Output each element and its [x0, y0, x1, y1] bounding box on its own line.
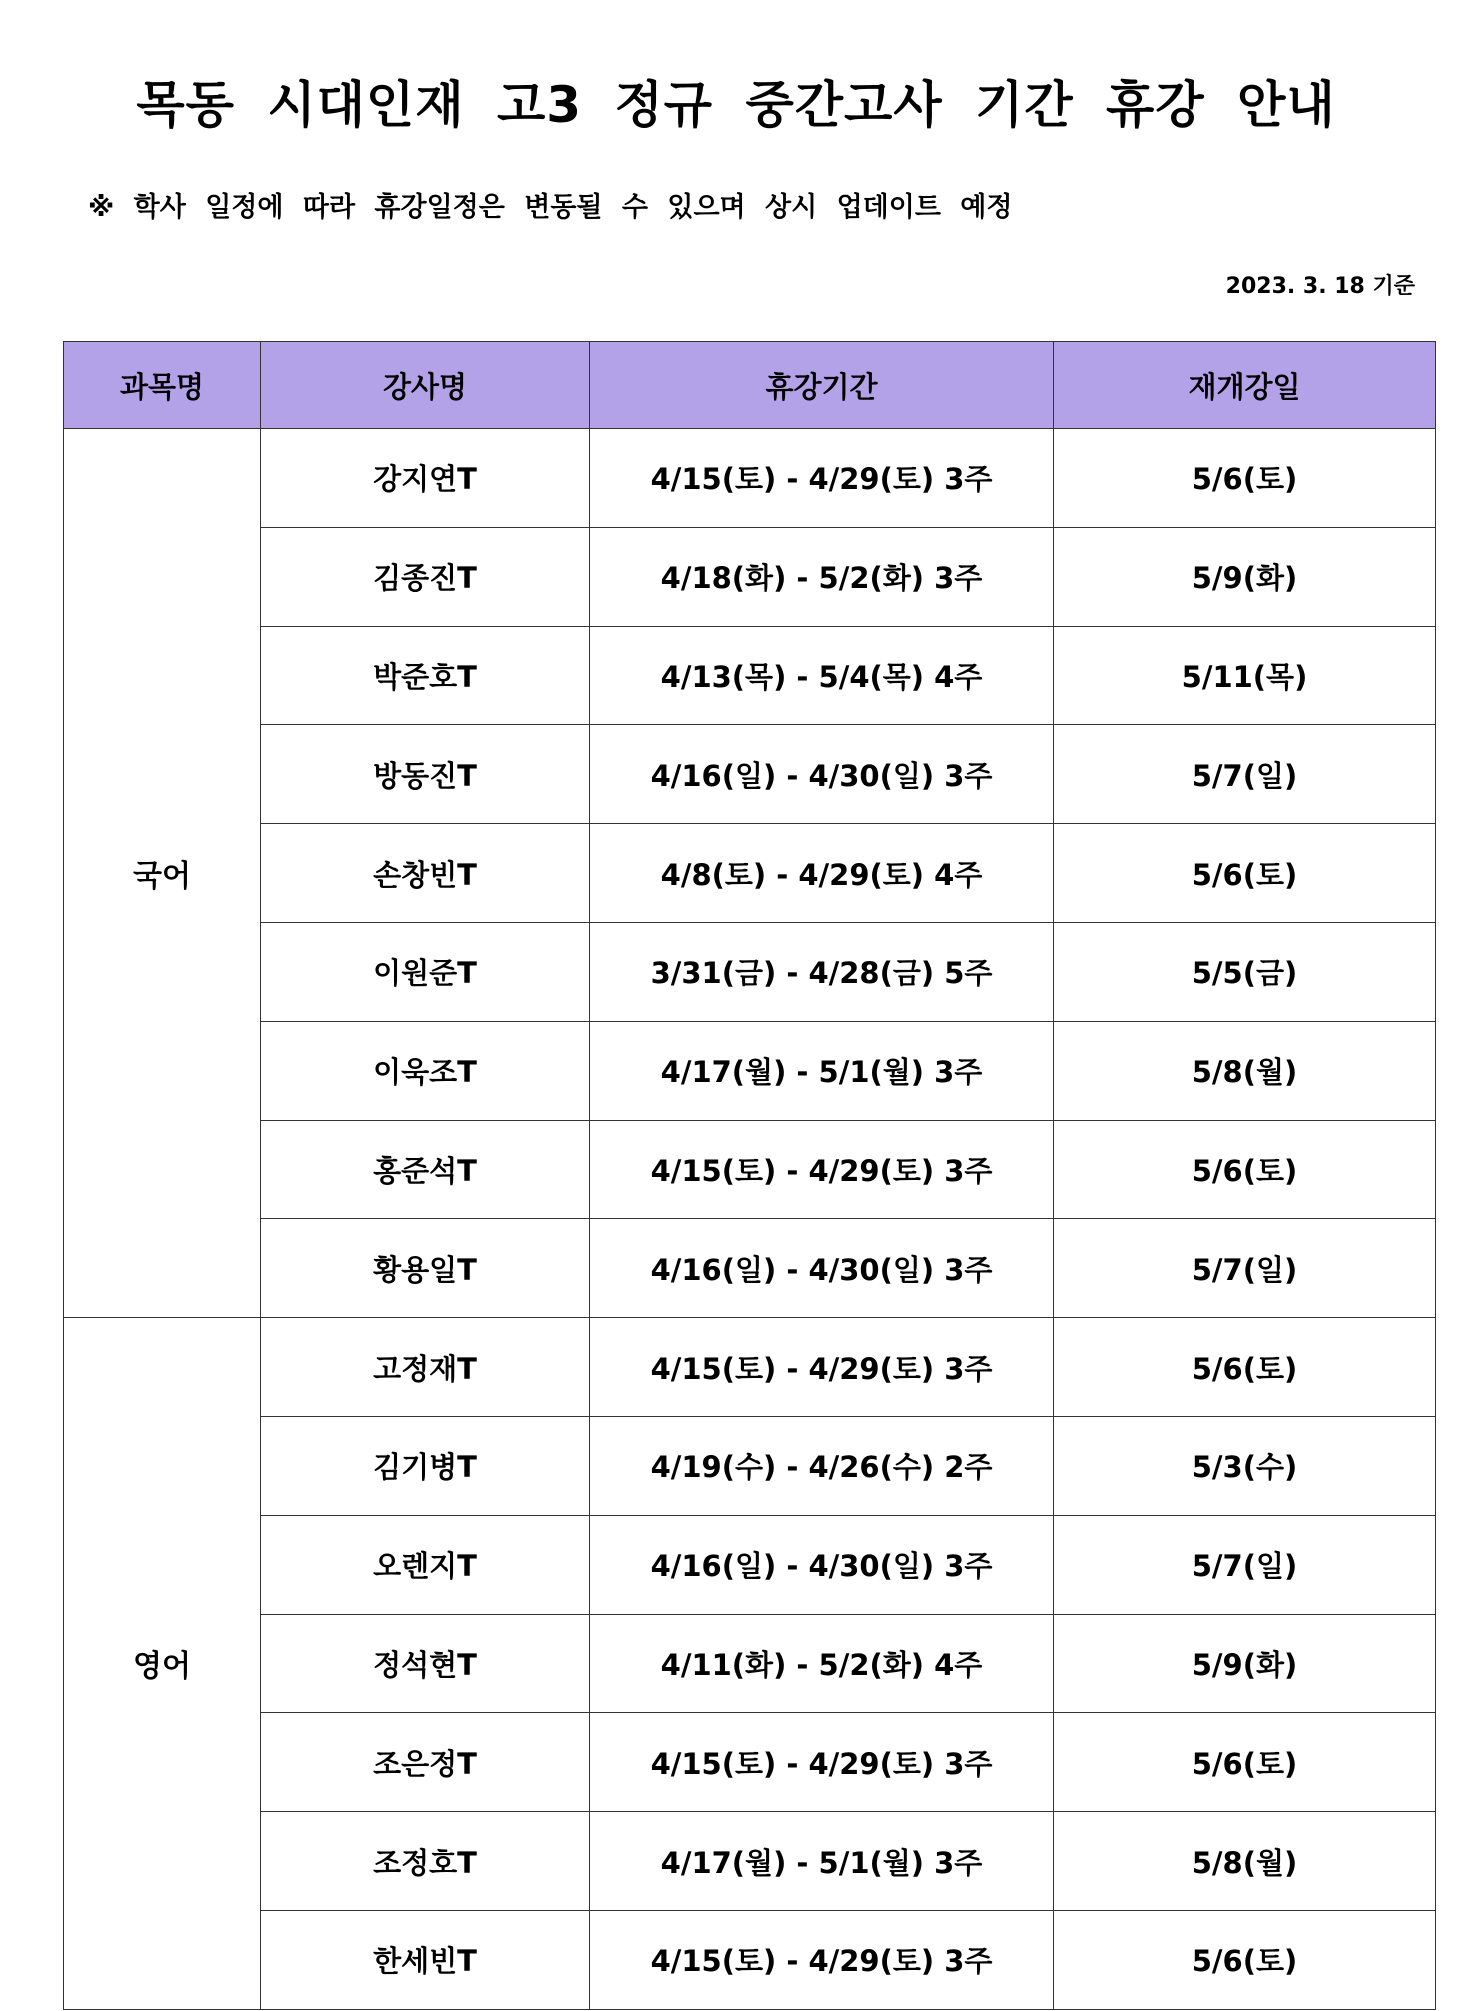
header-period: 휴강기간	[590, 342, 1054, 429]
cancellation-period-cell: 4/18(화) - 5/2(화) 3주	[590, 527, 1054, 626]
table-row	[64, 1812, 1436, 1911]
teacher-name-cell: 정석현T	[261, 1614, 590, 1713]
teacher-name-cell: 조정호T	[261, 1812, 590, 1911]
teacher-name-cell: 황용일T	[261, 1219, 590, 1318]
table-row	[64, 922, 1436, 1021]
resume-date-cell: 5/9(화)	[1054, 527, 1436, 626]
table-row	[64, 1318, 1436, 1417]
cancellation-period-cell: 4/17(월) - 5/1(월) 3주	[590, 1812, 1054, 1911]
cancellation-period-cell: 4/11(화) - 5/2(화) 4주	[590, 1614, 1054, 1713]
resume-date-cell: 5/6(토)	[1054, 1318, 1436, 1417]
teacher-name-cell: 방동진T	[261, 725, 590, 824]
cancellation-period-cell: 4/8(토) - 4/29(토) 4주	[590, 824, 1054, 923]
table-row	[64, 824, 1436, 923]
table-row	[64, 626, 1436, 725]
header-resume-date: 재개강일	[1054, 342, 1436, 429]
resume-date-cell: 5/8(월)	[1054, 1021, 1436, 1120]
cancellation-period-cell: 4/15(토) - 4/29(토) 3주	[590, 429, 1054, 528]
table-row	[64, 1416, 1436, 1515]
cancellation-period-cell: 4/15(토) - 4/29(토) 3주	[590, 1318, 1054, 1417]
teacher-name-cell: 김종진T	[261, 527, 590, 626]
cancellation-period-cell: 4/15(토) - 4/29(토) 3주	[590, 1120, 1054, 1219]
cancellation-period-cell: 4/16(일) - 4/30(일) 3주	[590, 1219, 1054, 1318]
table-row	[64, 1120, 1436, 1219]
cancellation-period-cell: 4/17(월) - 5/1(월) 3주	[590, 1021, 1054, 1120]
teacher-name-cell: 고정재T	[261, 1318, 590, 1417]
table-row	[64, 1614, 1436, 1713]
table-row	[64, 1021, 1436, 1120]
resume-date-cell: 5/7(일)	[1054, 725, 1436, 824]
subject-cell: 영어	[64, 1318, 261, 2010]
teacher-name-cell: 홍준석T	[261, 1120, 590, 1219]
header-teacher: 강사명	[261, 342, 590, 429]
resume-date-cell: 5/11(목)	[1054, 626, 1436, 725]
resume-date-cell: 5/3(수)	[1054, 1416, 1436, 1515]
teacher-name-cell: 강지연T	[261, 429, 590, 528]
reference-date: 2023. 3. 18 기준	[1225, 274, 1415, 299]
table-row	[64, 725, 1436, 824]
cancellation-period-cell: 4/13(목) - 5/4(목) 4주	[590, 626, 1054, 725]
teacher-name-cell: 김기병T	[261, 1416, 590, 1515]
teacher-name-cell: 이원준T	[261, 922, 590, 1021]
cancellation-period-cell: 4/19(수) - 4/26(수) 2주	[590, 1416, 1054, 1515]
cancellation-table	[63, 341, 1436, 2010]
resume-date-cell: 5/6(토)	[1054, 824, 1436, 923]
table-row	[64, 1910, 1436, 2009]
cancellation-period-cell: 3/31(금) - 4/28(금) 5주	[590, 922, 1054, 1021]
teacher-name-cell: 한세빈T	[261, 1910, 590, 2009]
resume-date-cell: 5/6(토)	[1054, 1910, 1436, 2009]
resume-date-cell: 5/9(화)	[1054, 1614, 1436, 1713]
header-subject: 과목명	[64, 342, 261, 429]
cancellation-period-cell: 4/16(일) - 4/30(일) 3주	[590, 1515, 1054, 1614]
teacher-name-cell: 손창빈T	[261, 824, 590, 923]
teacher-name-cell: 조은정T	[261, 1713, 590, 1812]
table-row	[64, 1515, 1436, 1614]
resume-date-cell: 5/8(월)	[1054, 1812, 1436, 1911]
teacher-name-cell: 이욱조T	[261, 1021, 590, 1120]
resume-date-cell: 5/6(토)	[1054, 429, 1436, 528]
table-row	[64, 527, 1436, 626]
resume-date-cell: 5/5(금)	[1054, 922, 1436, 1021]
page-title: 목동 시대인재 고3 정규 중간고사 기간 휴강 안내	[136, 76, 1336, 134]
table-body	[64, 429, 1436, 2010]
schedule-notice: ※ 학사 일정에 따라 휴강일정은 변동될 수 있으며 상시 업데이트 예정	[88, 192, 1013, 223]
teacher-name-cell: 오렌지T	[261, 1515, 590, 1614]
table-row	[64, 429, 1436, 528]
resume-date-cell: 5/6(토)	[1054, 1120, 1436, 1219]
cancellation-period-cell: 4/15(토) - 4/29(토) 3주	[590, 1713, 1054, 1812]
cancellation-period-cell: 4/15(토) - 4/29(토) 3주	[590, 1910, 1054, 2009]
resume-date-cell: 5/7(일)	[1054, 1515, 1436, 1614]
teacher-name-cell: 박준호T	[261, 626, 590, 725]
table-row	[64, 1219, 1436, 1318]
table-row	[64, 1713, 1436, 1812]
table-header-row	[64, 342, 1436, 429]
cancellation-period-cell: 4/16(일) - 4/30(일) 3주	[590, 725, 1054, 824]
subject-cell: 국어	[64, 429, 261, 1318]
resume-date-cell: 5/6(토)	[1054, 1713, 1436, 1812]
resume-date-cell: 5/7(일)	[1054, 1219, 1436, 1318]
